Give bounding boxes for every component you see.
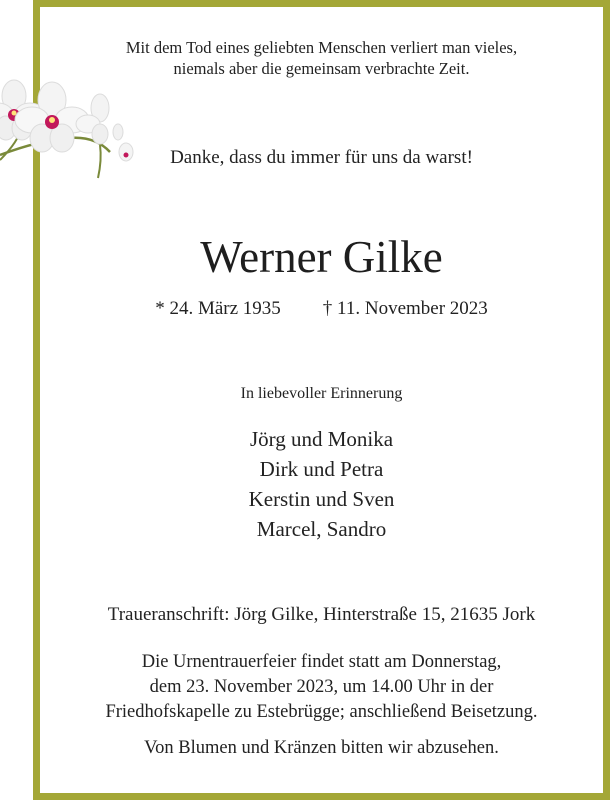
mourner-item: Marcel, Sandro <box>256 517 387 541</box>
thanks-line: Danke, dass du immer für uns da warst! <box>170 147 473 168</box>
service-info <box>33 650 610 725</box>
mourners-list <box>33 424 610 544</box>
deceased-name: Werner Gilke <box>200 232 443 282</box>
mourner-item: Jörg und Monika <box>249 427 394 451</box>
service-line: Friedhofskapelle zu Estebrügge; anschließend Beisetzung. <box>105 702 538 722</box>
service-line: Die Urnentrauerfeier findet statt am Donnerstag, <box>141 652 502 672</box>
motto-line-1: Mit dem Tod eines geliebten Menschen verliert man vieles, <box>125 38 518 57</box>
memory-heading: In liebevoller Erinnerung <box>240 385 403 402</box>
mourning-address: Traueranschrift: Jörg Gilke, Hinterstraße 15, 21635 Jork <box>107 604 536 625</box>
motto-quote <box>33 38 610 79</box>
motto-line-2: niemals aber die gemeinsam verbrachte Zeit. <box>173 58 470 78</box>
mourner-item: Dirk und Petra <box>259 457 384 481</box>
orchid-flower-3 <box>76 94 109 144</box>
life-dates <box>33 297 610 321</box>
death-date: † 11. November 2023 <box>322 298 488 319</box>
birth-date: * 24. März 1935 <box>155 298 281 319</box>
mourner-item: Kerstin und Sven <box>248 487 395 511</box>
service-line: dem 23. November 2023, um 14.00 Uhr in der <box>149 677 494 697</box>
flowers-note: Von Blumen und Kränzen bitten wir abzusehen. <box>144 738 499 758</box>
